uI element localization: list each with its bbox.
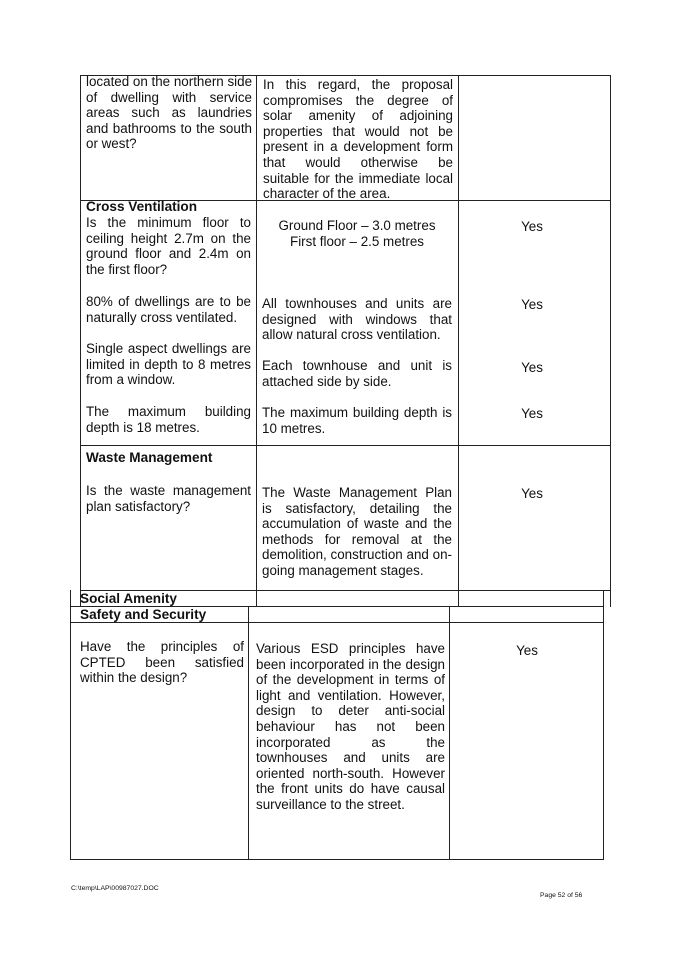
footer-file-path: C:\temp\LAP\00987027.DOC (71, 885, 159, 892)
table-col-divider-1-top (256, 75, 257, 607)
table-bottom-border (70, 859, 603, 860)
row1-question: located on the northern side of dwelling with service areas such as laundries and bathrooms to the south or west? (86, 74, 253, 152)
table-left-border-top (80, 75, 81, 607)
row1-response: In this regard, the proposal compromises the degree of solar amenity of adjoining properties that would not be present in a development form that would otherwise be suitable for the immediate local character of the area. (263, 77, 453, 202)
building-depth-compliance: Yes (521, 406, 543, 421)
single-aspect-compliance: Yes (521, 360, 543, 375)
table-col-divider-2-bottom (449, 606, 450, 860)
cross-ventilated-response: All townhouses and units are designed with windows that allow natural cross ventilation. (262, 296, 452, 343)
table-left-border-bottom (70, 590, 71, 860)
cross-ventilated-compliance: Yes (521, 297, 543, 312)
social-amenity-heading: Social Amenity (80, 591, 177, 606)
table-right-border-bottom (603, 590, 604, 860)
ceiling-height-response-line1: Ground Floor – 3.0 metres (278, 218, 436, 233)
table-right-border-top (610, 75, 611, 607)
waste-management-response: The Waste Management Plan is satisfactory, detailing the accumulation of waste and the methods for removal at the demolition, construction and on-going management stages. (262, 485, 452, 578)
building-depth-response: The maximum building depth is 10 metres. (262, 405, 452, 436)
safety-security-response: Various ESD principles have been incorporated in the design of the development in terms of light and ventilation. However, design to deter anti-social behaviour has not been incorporated as the townhouses and units are oriented north-south. However the front units do have causal surveillance to the street. (256, 641, 445, 812)
table-col-divider-2-top (458, 75, 459, 607)
waste-management-heading: Waste Management (86, 450, 213, 465)
footer-page-number: Page 52 of 56 (540, 892, 583, 899)
safety-security-heading: Safety and Security (80, 607, 207, 622)
waste-management-question: Is the waste management plan satisfactory? (86, 483, 251, 514)
single-aspect-question: Single aspect dwellings are limited in depth to 8 metres from a window. (86, 341, 251, 388)
building-depth-question: The maximum building depth is 18 metres. (86, 404, 251, 435)
waste-management-compliance: Yes (521, 486, 543, 501)
safety-security-question: Have the principles of CPTED been satisfied within the design? (80, 639, 244, 686)
ceiling-height-response-line2: First floor – 2.5 metres (290, 234, 424, 249)
ceiling-height-question: Is the minimum floor to ceiling height 2.7m on the ground floor and 2.4m on the first floor? (86, 215, 251, 277)
cross-ventilation-heading: Cross Ventilation (86, 199, 198, 214)
ceiling-height-compliance: Yes (521, 219, 543, 234)
table-col-divider-1-bottom (248, 606, 249, 860)
single-aspect-response: Each townhouse and unit is attached side by side. (262, 358, 452, 389)
safety-security-compliance: Yes (516, 643, 538, 658)
cross-ventilated-question: 80% of dwellings are to be naturally cross ventilated. (86, 294, 251, 325)
row-divider-2 (80, 445, 611, 446)
